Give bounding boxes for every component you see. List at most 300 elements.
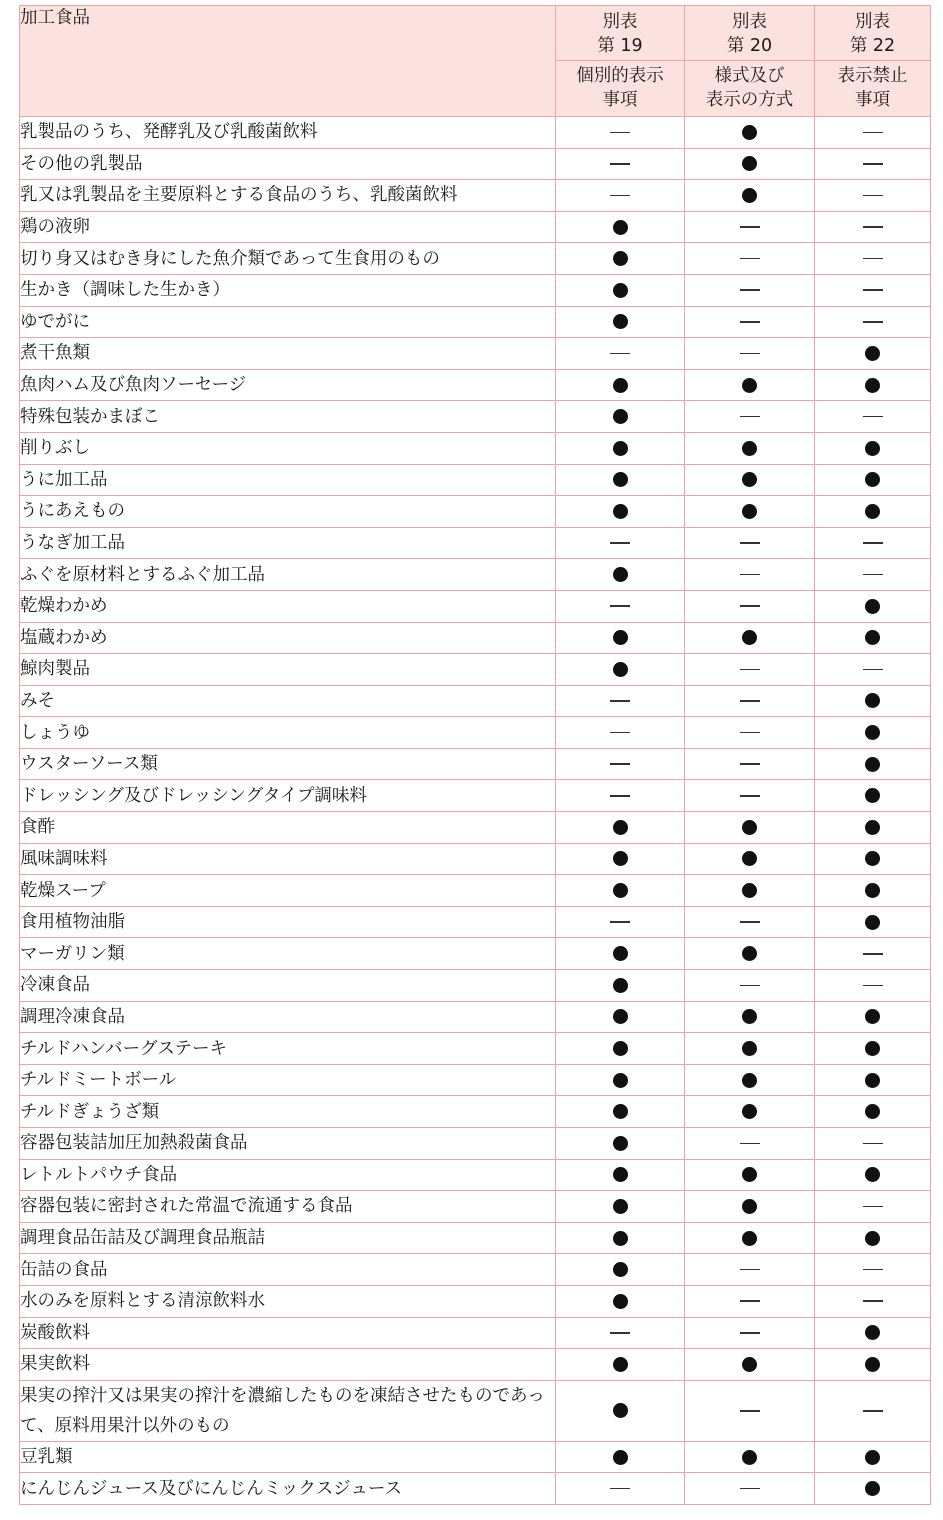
mark-cell: [815, 1128, 931, 1160]
table-row: [20, 338, 931, 370]
mark-cell: [815, 338, 931, 370]
not-applicable-dash-icon: [740, 1300, 760, 1302]
not-applicable-dash-icon: [740, 258, 760, 260]
food-name-cell: 特殊包装かまぼこ: [20, 401, 556, 433]
applicable-dot-icon: [865, 504, 880, 519]
applicable-dot-icon: [613, 567, 628, 582]
not-applicable-dash-icon: [610, 795, 630, 797]
applicable-dot-icon: [613, 820, 628, 835]
mark-cell: [556, 1473, 685, 1505]
table-row: [20, 685, 931, 717]
food-name-cell: チルドハンバーグステーキ: [20, 1033, 556, 1065]
food-name-cell: 缶詰の食品: [20, 1254, 556, 1286]
applicable-dot-icon: [613, 1041, 628, 1056]
not-applicable-dash-icon: [863, 574, 883, 576]
mark-cell: [815, 401, 931, 433]
mark-cell: [556, 717, 685, 749]
mark-cell: [556, 464, 685, 496]
mark-cell: [685, 1064, 815, 1096]
not-applicable-dash-icon: [863, 1300, 883, 1302]
not-applicable-dash-icon: [863, 1143, 883, 1145]
mark-cell: [685, 748, 815, 780]
not-applicable-dash-icon: [740, 605, 760, 607]
header-col-19-line1: 別表: [602, 12, 638, 32]
applicable-dot-icon: [613, 220, 628, 235]
mark-cell: [815, 464, 931, 496]
mark-cell: [685, 590, 815, 622]
not-applicable-dash-icon: [740, 795, 760, 797]
not-applicable-dash-icon: [740, 226, 760, 228]
mark-cell: [685, 464, 815, 496]
not-applicable-dash-icon: [740, 921, 760, 923]
mark-cell: [815, 1441, 931, 1473]
mark-cell: [685, 938, 815, 970]
food-name-cell: みそ: [20, 685, 556, 717]
food-name-cell: 乾燥スープ: [20, 875, 556, 907]
applicable-dot-icon: [613, 630, 628, 645]
mark-cell: [815, 211, 931, 243]
not-applicable-dash-icon: [863, 258, 883, 260]
mark-cell: [685, 148, 815, 180]
applicable-dot-icon: [613, 251, 628, 266]
applicable-dot-icon: [865, 1167, 880, 1182]
applicable-dot-icon: [865, 693, 880, 708]
mark-cell: [815, 1064, 931, 1096]
table-row: [20, 1380, 931, 1441]
table-row: [20, 527, 931, 559]
mark-cell: [815, 1222, 931, 1254]
mark-cell: [685, 780, 815, 812]
not-applicable-dash-icon: [610, 763, 630, 765]
mark-cell: [556, 1254, 685, 1286]
mark-cell: [815, 590, 931, 622]
food-name-cell: にんじんジュース及びにんじんミックスジュース: [20, 1473, 556, 1505]
mark-cell: [815, 306, 931, 338]
applicable-dot-icon: [742, 441, 757, 456]
mark-cell: [556, 211, 685, 243]
food-name-cell: 塩蔵わかめ: [20, 622, 556, 654]
not-applicable-dash-icon: [863, 416, 883, 418]
mark-cell: [815, 1033, 931, 1065]
not-applicable-dash-icon: [863, 985, 883, 987]
table-row: [20, 780, 931, 812]
table-row: [20, 464, 931, 496]
header-food-label: 加工食品: [20, 6, 556, 117]
mark-cell: [556, 369, 685, 401]
mark-cell: [556, 685, 685, 717]
food-name-cell: 容器包装に密封された常温で流通する食品: [20, 1191, 556, 1223]
table-row: [20, 148, 931, 180]
mark-cell: [556, 590, 685, 622]
mark-cell: [556, 812, 685, 844]
food-name-cell: マーガリン類: [20, 938, 556, 970]
table-row: [20, 843, 931, 875]
applicable-dot-icon: [865, 1481, 880, 1496]
table-row: [20, 243, 931, 275]
applicable-dot-icon: [613, 1262, 628, 1277]
table-row: [20, 306, 931, 338]
table-row: [20, 432, 931, 464]
mark-cell: [815, 243, 931, 275]
not-applicable-dash-icon: [610, 163, 630, 165]
applicable-dot-icon: [865, 441, 880, 456]
not-applicable-dash-icon: [740, 700, 760, 702]
mark-cell: [815, 432, 931, 464]
not-applicable-dash-icon: [740, 353, 760, 355]
table-body: [20, 117, 931, 1505]
mark-cell: [815, 180, 931, 212]
header-col-20-line4: 表示の方式: [705, 90, 794, 110]
applicable-dot-icon: [613, 441, 628, 456]
header-col-20-line3: 様式及び: [714, 66, 785, 86]
mark-cell: [685, 875, 815, 907]
food-name-cell: ゆでがに: [20, 306, 556, 338]
applicable-dot-icon: [865, 820, 880, 835]
header-col-22-line1: 別表: [855, 12, 890, 32]
not-applicable-dash-icon: [740, 763, 760, 765]
applicable-dot-icon: [742, 188, 757, 203]
applicable-dot-icon: [613, 409, 628, 424]
table-row: [20, 559, 931, 591]
mark-cell: [556, 748, 685, 780]
mark-cell: [815, 1317, 931, 1349]
applicable-dot-icon: [865, 472, 880, 487]
food-name-cell: 調理食品缶詰及び調理食品瓶詰: [20, 1222, 556, 1254]
not-applicable-dash-icon: [863, 1206, 883, 1208]
mark-cell: [556, 1001, 685, 1033]
mark-cell: [556, 1191, 685, 1223]
not-applicable-dash-icon: [863, 542, 883, 544]
food-name-cell: チルドミートボール: [20, 1064, 556, 1096]
header-col-20-line1: 別表: [732, 12, 767, 32]
not-applicable-dash-icon: [740, 669, 760, 671]
mark-cell: [685, 1473, 815, 1505]
table-row: [20, 938, 931, 970]
food-name-cell: 調理冷凍食品: [20, 1001, 556, 1033]
food-name-cell: 煮干魚類: [20, 338, 556, 370]
not-applicable-dash-icon: [863, 163, 883, 165]
mark-cell: [556, 1441, 685, 1473]
mark-cell: [556, 970, 685, 1002]
food-name-cell: チルドぎょうざ類: [20, 1096, 556, 1128]
mark-cell: [815, 559, 931, 591]
food-name-cell: ドレッシング及びドレッシングタイプ調味料: [20, 780, 556, 812]
mark-cell: [815, 1159, 931, 1191]
applicable-dot-icon: [742, 851, 757, 866]
mark-cell: [685, 654, 815, 686]
mark-cell: [685, 211, 815, 243]
header-col-19-line3: 個別的表示: [576, 66, 664, 86]
not-applicable-dash-icon: [610, 921, 630, 923]
applicable-dot-icon: [742, 820, 757, 835]
applicable-dot-icon: [742, 630, 757, 645]
applicable-dot-icon: [742, 378, 757, 393]
mark-cell: [556, 180, 685, 212]
mark-cell: [685, 1285, 815, 1317]
mark-cell: [815, 685, 931, 717]
food-name-cell: 鶏の液卵: [20, 211, 556, 243]
table-row: [20, 117, 931, 149]
table-row: [20, 1441, 931, 1473]
not-applicable-dash-icon: [610, 195, 630, 197]
food-name-cell: 容器包装詰加圧加熱殺菌食品: [20, 1128, 556, 1160]
mark-cell: [685, 369, 815, 401]
mark-cell: [815, 812, 931, 844]
food-name-cell: 乳又は乳製品を主要原料とする食品のうち、乳酸菌飲料: [20, 180, 556, 212]
mark-cell: [685, 306, 815, 338]
applicable-dot-icon: [613, 1231, 628, 1246]
not-applicable-dash-icon: [610, 700, 630, 702]
mark-cell: [685, 1317, 815, 1349]
table-row: [20, 970, 931, 1002]
applicable-dot-icon: [613, 1104, 628, 1119]
mark-cell: [556, 1033, 685, 1065]
mark-cell: [556, 1096, 685, 1128]
mark-cell: [815, 1096, 931, 1128]
food-name-cell: 乾燥わかめ: [20, 590, 556, 622]
mark-cell: [556, 906, 685, 938]
mark-cell: [815, 938, 931, 970]
mark-cell: [556, 843, 685, 875]
applicable-dot-icon: [613, 1136, 628, 1151]
not-applicable-dash-icon: [740, 1143, 760, 1145]
applicable-dot-icon: [742, 1357, 757, 1372]
table-row: [20, 590, 931, 622]
not-applicable-dash-icon: [863, 321, 883, 323]
mark-cell: [685, 622, 815, 654]
food-name-cell: 乳製品のうち、発酵乳及び乳酸菌飲料: [20, 117, 556, 149]
mark-cell: [556, 875, 685, 907]
header-col-22-line2: 第 22: [849, 36, 896, 56]
food-name-cell: しょうゆ: [20, 717, 556, 749]
table-row: [20, 1191, 931, 1223]
mark-cell: [556, 1380, 685, 1441]
applicable-dot-icon: [613, 472, 628, 487]
applicable-dot-icon: [865, 378, 880, 393]
applicable-dot-icon: [742, 156, 757, 171]
header-col-22-line4: 事項: [855, 90, 890, 110]
food-name-cell: 水のみを原料とする清涼飲料水: [20, 1285, 556, 1317]
applicable-dot-icon: [742, 1450, 757, 1465]
table-row: [20, 1285, 931, 1317]
not-applicable-dash-icon: [740, 1488, 760, 1490]
not-applicable-dash-icon: [740, 1332, 760, 1334]
table-row: [20, 1033, 931, 1065]
applicable-dot-icon: [865, 851, 880, 866]
applicable-dot-icon: [865, 630, 880, 645]
food-name-cell: レトルトパウチ食品: [20, 1159, 556, 1191]
applicable-dot-icon: [742, 1104, 757, 1119]
food-name-cell: 炭酸飲料: [20, 1317, 556, 1349]
applicable-dot-icon: [742, 1231, 757, 1246]
mark-cell: [685, 843, 815, 875]
applicable-dot-icon: [865, 1357, 880, 1372]
applicable-dot-icon: [742, 1167, 757, 1182]
applicable-dot-icon: [613, 883, 628, 898]
applicable-dot-icon: [613, 1450, 628, 1465]
mark-cell: [815, 148, 931, 180]
header-col-19-line4: 事項: [602, 90, 638, 110]
mark-cell: [556, 527, 685, 559]
not-applicable-dash-icon: [610, 1488, 630, 1490]
applicable-dot-icon: [865, 1073, 880, 1088]
mark-cell: [815, 1254, 931, 1286]
applicable-dot-icon: [865, 883, 880, 898]
not-applicable-dash-icon: [740, 289, 760, 291]
applicable-dot-icon: [865, 788, 880, 803]
mark-cell: [685, 1441, 815, 1473]
applicable-dot-icon: [865, 725, 880, 740]
mark-cell: [685, 496, 815, 528]
mark-cell: [556, 559, 685, 591]
food-name-cell: 食酢: [20, 812, 556, 844]
applicable-dot-icon: [613, 314, 628, 329]
not-applicable-dash-icon: [740, 321, 760, 323]
food-name-cell: うなぎ加工品: [20, 527, 556, 559]
applicable-dot-icon: [865, 346, 880, 361]
mark-cell: [815, 369, 931, 401]
table-row: [20, 496, 931, 528]
applicable-dot-icon: [742, 472, 757, 487]
mark-cell: [556, 148, 685, 180]
applicable-dot-icon: [613, 1199, 628, 1214]
food-name-cell: 豆乳類: [20, 1441, 556, 1473]
mark-cell: [556, 338, 685, 370]
mark-cell: [556, 938, 685, 970]
not-applicable-dash-icon: [740, 416, 760, 418]
food-name-cell: 生かき（調味した生かき）: [20, 274, 556, 306]
not-applicable-dash-icon: [610, 1332, 630, 1334]
mark-cell: [815, 274, 931, 306]
applicable-dot-icon: [742, 1041, 757, 1056]
mark-cell: [685, 812, 815, 844]
table-header-row: [20, 6, 931, 117]
mark-cell: [685, 338, 815, 370]
applicable-dot-icon: [865, 1041, 880, 1056]
table-row: [20, 1254, 931, 1286]
mark-cell: [815, 1380, 931, 1441]
mark-cell: [685, 180, 815, 212]
mark-cell: [556, 496, 685, 528]
applicable-dot-icon: [865, 757, 880, 772]
food-name-cell: うに加工品: [20, 464, 556, 496]
table-row: [20, 875, 931, 907]
applicable-dot-icon: [613, 1009, 628, 1024]
not-applicable-dash-icon: [740, 985, 760, 987]
applicable-dot-icon: [613, 1073, 628, 1088]
table-row: [20, 1317, 931, 1349]
applicable-dot-icon: [865, 1325, 880, 1340]
mark-cell: [685, 527, 815, 559]
processed-food-labeling-table: [19, 5, 931, 1505]
table-row: [20, 274, 931, 306]
applicable-dot-icon: [742, 1073, 757, 1088]
header-col-19-line2: 第 19: [597, 36, 643, 56]
food-name-cell: 風味調味料: [20, 843, 556, 875]
mark-cell: [556, 1159, 685, 1191]
table-row: [20, 812, 931, 844]
mark-cell: [685, 1096, 815, 1128]
mark-cell: [815, 527, 931, 559]
mark-cell: [556, 654, 685, 686]
table-row: [20, 622, 931, 654]
mark-cell: [685, 1001, 815, 1033]
mark-cell: [556, 1349, 685, 1381]
applicable-dot-icon: [742, 1199, 757, 1214]
mark-cell: [685, 401, 815, 433]
applicable-dot-icon: [742, 125, 757, 140]
applicable-dot-icon: [613, 946, 628, 961]
header-col-20-line2: 第 20: [726, 36, 773, 56]
mark-cell: [815, 717, 931, 749]
not-applicable-dash-icon: [863, 953, 883, 955]
not-applicable-dash-icon: [863, 195, 883, 197]
table-row: [20, 1473, 931, 1505]
header-col-19: [556, 6, 685, 117]
table-row: [20, 654, 931, 686]
table-row: [20, 1001, 931, 1033]
mark-cell: [815, 748, 931, 780]
food-name-cell: その他の乳製品: [20, 148, 556, 180]
mark-cell: [815, 622, 931, 654]
table-row: [20, 1096, 931, 1128]
applicable-dot-icon: [742, 504, 757, 519]
applicable-dot-icon: [613, 851, 628, 866]
table-row: [20, 748, 931, 780]
table-row: [20, 717, 931, 749]
not-applicable-dash-icon: [863, 669, 883, 671]
table-row: [20, 369, 931, 401]
mark-cell: [815, 496, 931, 528]
applicable-dot-icon: [865, 915, 880, 930]
table-row: [20, 1349, 931, 1381]
table-row: [20, 1222, 931, 1254]
applicable-dot-icon: [742, 1009, 757, 1024]
table-row: [20, 906, 931, 938]
not-applicable-dash-icon: [740, 542, 760, 544]
not-applicable-dash-icon: [740, 732, 760, 734]
mark-cell: [685, 1349, 815, 1381]
mark-cell: [556, 1128, 685, 1160]
mark-cell: [815, 1349, 931, 1381]
applicable-dot-icon: [613, 1167, 628, 1182]
mark-cell: [556, 622, 685, 654]
applicable-dot-icon: [865, 599, 880, 614]
not-applicable-dash-icon: [863, 226, 883, 228]
mark-cell: [685, 559, 815, 591]
not-applicable-dash-icon: [610, 353, 630, 355]
mark-cell: [685, 1033, 815, 1065]
food-name-cell: 魚肉ハム及び魚肉ソーセージ: [20, 369, 556, 401]
mark-cell: [685, 1254, 815, 1286]
applicable-dot-icon: [613, 1357, 628, 1372]
mark-cell: [685, 1159, 815, 1191]
table-row: [20, 1064, 931, 1096]
mark-cell: [685, 1380, 815, 1441]
table-row: [20, 1128, 931, 1160]
table-row: [20, 401, 931, 433]
not-applicable-dash-icon: [740, 574, 760, 576]
not-applicable-dash-icon: [740, 1269, 760, 1271]
mark-cell: [685, 117, 815, 149]
applicable-dot-icon: [613, 978, 628, 993]
mark-cell: [556, 1222, 685, 1254]
food-name-cell: 削りぶし: [20, 432, 556, 464]
applicable-dot-icon: [742, 883, 757, 898]
applicable-dot-icon: [613, 1403, 628, 1418]
not-applicable-dash-icon: [610, 732, 630, 734]
applicable-dot-icon: [865, 1009, 880, 1024]
